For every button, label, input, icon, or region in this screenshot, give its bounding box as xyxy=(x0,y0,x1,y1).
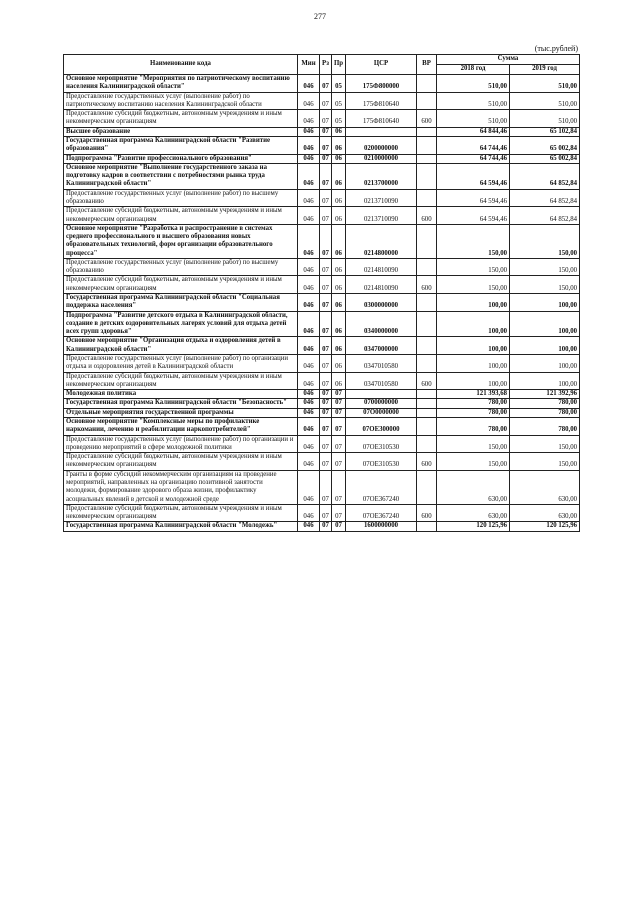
row-vr xyxy=(417,127,437,136)
row-min: 046 xyxy=(298,276,320,294)
row-name: Предоставление государственных услуг (выполнение работ) по патриотическому воспитанию населения Калининградской области xyxy=(64,92,298,110)
row-csr: 07ОЕ300000 xyxy=(346,417,417,435)
row-rz: 07 xyxy=(320,337,332,355)
row-pr: 06 xyxy=(332,258,346,276)
row-min: 046 xyxy=(298,470,320,504)
row-vr xyxy=(417,136,437,154)
row-vr xyxy=(417,92,437,110)
row-rz: 07 xyxy=(320,127,332,136)
row-pr: 07 xyxy=(332,390,346,399)
row-pr: 05 xyxy=(332,110,346,128)
row-rz: 07 xyxy=(320,163,332,189)
row-min: 046 xyxy=(298,127,320,136)
row-name: Основное мероприятие "Комплексные меры по профилактике наркомании, лечению и реабилитации наркопотребителей" xyxy=(64,417,298,435)
row-pr: 06 xyxy=(332,207,346,225)
table-row xyxy=(64,408,580,417)
row-min: 046 xyxy=(298,417,320,435)
row-csr: 175Ф800000 xyxy=(346,75,417,93)
row-rz: 07 xyxy=(320,408,332,417)
row-min: 046 xyxy=(298,408,320,417)
row-csr: 175Ф810640 xyxy=(346,110,417,128)
table-row xyxy=(64,189,580,207)
row-sum-2019: 65 102,84 xyxy=(510,127,580,136)
row-sum-2018: 150,00 xyxy=(437,453,510,471)
row-pr: 06 xyxy=(332,127,346,136)
row-name: Молодежная политика xyxy=(64,390,298,399)
row-name: Государственная программа Калининградской области "Социальная поддержка населения" xyxy=(64,294,298,312)
row-pr: 06 xyxy=(332,136,346,154)
row-sum-2019: 630,00 xyxy=(510,504,580,522)
row-pr: 07 xyxy=(332,408,346,417)
row-name: Государственная программа Калининградской области "Безопасность" xyxy=(64,399,298,408)
row-min: 046 xyxy=(298,207,320,225)
table-row xyxy=(64,390,580,399)
table-row xyxy=(64,337,580,355)
row-csr: 07ОЕ310530 xyxy=(346,435,417,453)
row-sum-2019: 150,00 xyxy=(510,276,580,294)
row-sum-2018: 100,00 xyxy=(437,337,510,355)
table-row xyxy=(64,311,580,337)
row-vr xyxy=(417,224,437,258)
row-pr: 07 xyxy=(332,453,346,471)
row-rz: 07 xyxy=(320,276,332,294)
table-row xyxy=(64,399,580,408)
row-pr: 06 xyxy=(332,311,346,337)
row-sum-2018: 100,00 xyxy=(437,294,510,312)
row-rz: 07 xyxy=(320,75,332,93)
row-min: 046 xyxy=(298,258,320,276)
row-rz: 07 xyxy=(320,355,332,373)
row-min: 046 xyxy=(298,372,320,390)
row-csr: 07О0000000 xyxy=(346,408,417,417)
row-csr: 0200000000 xyxy=(346,136,417,154)
row-vr: 600 xyxy=(417,504,437,522)
row-rz: 07 xyxy=(320,136,332,154)
row-min: 046 xyxy=(298,224,320,258)
row-sum-2018: 780,00 xyxy=(437,399,510,408)
row-sum-2018: 64 594,46 xyxy=(437,189,510,207)
row-sum-2018: 780,00 xyxy=(437,408,510,417)
row-sum-2019: 65 002,84 xyxy=(510,154,580,163)
row-sum-2019: 64 852,84 xyxy=(510,163,580,189)
row-sum-2019: 510,00 xyxy=(510,92,580,110)
row-name: Предоставление субсидий бюджетным, автономным учреждениям и иным некоммерческим организациям xyxy=(64,110,298,128)
header-min: Мин xyxy=(298,55,320,75)
row-rz: 07 xyxy=(320,258,332,276)
row-sum-2019: 150,00 xyxy=(510,224,580,258)
row-sum-2019: 100,00 xyxy=(510,337,580,355)
header-name: Наименование кода xyxy=(64,55,298,75)
row-rz: 07 xyxy=(320,453,332,471)
row-csr: 0347010580 xyxy=(346,372,417,390)
table-row xyxy=(64,417,580,435)
row-name: Основное мероприятие "Разработка и распространение в системах среднего профессионального и высшего образования новых образовательных технологий, форм организации образовательного процесса" xyxy=(64,224,298,258)
row-pr: 06 xyxy=(332,294,346,312)
table-row xyxy=(64,258,580,276)
row-csr: 07ОЕ367240 xyxy=(346,470,417,504)
row-vr xyxy=(417,390,437,399)
row-sum-2019: 65 002,84 xyxy=(510,136,580,154)
row-min: 046 xyxy=(298,435,320,453)
row-min: 046 xyxy=(298,136,320,154)
row-csr: 0347010580 xyxy=(346,355,417,373)
row-sum-2018: 120 125,96 xyxy=(437,522,510,531)
row-name: Предоставление государственных услуг (выполнение работ) по организации и проведению мероприятий в сфере молодежной политики xyxy=(64,435,298,453)
row-min: 046 xyxy=(298,154,320,163)
row-name: Предоставление субсидий бюджетным, автономным учреждениям и иным некоммерческим организациям xyxy=(64,453,298,471)
row-min: 046 xyxy=(298,75,320,93)
row-vr xyxy=(417,189,437,207)
row-sum-2018: 150,00 xyxy=(437,435,510,453)
row-pr: 05 xyxy=(332,92,346,110)
row-vr xyxy=(417,294,437,312)
table-row xyxy=(64,127,580,136)
budget-table xyxy=(63,54,580,532)
row-csr: 0300000000 xyxy=(346,294,417,312)
row-name: Предоставление государственных услуг (выполнение работ) по высшему образованию xyxy=(64,189,298,207)
row-name: Предоставление субсидий бюджетным, автономным учреждениям и иным некоммерческим организациям xyxy=(64,372,298,390)
row-vr xyxy=(417,408,437,417)
row-sum-2019: 100,00 xyxy=(510,294,580,312)
row-vr: 600 xyxy=(417,453,437,471)
row-sum-2018: 630,00 xyxy=(437,470,510,504)
row-sum-2018: 780,00 xyxy=(437,417,510,435)
row-min: 046 xyxy=(298,294,320,312)
row-sum-2018: 510,00 xyxy=(437,92,510,110)
row-pr: 06 xyxy=(332,224,346,258)
row-name: Предоставление государственных услуг (выполнение работ) по высшему образованию xyxy=(64,258,298,276)
row-min: 046 xyxy=(298,390,320,399)
row-sum-2019: 120 125,96 xyxy=(510,522,580,531)
table-row xyxy=(64,110,580,128)
table-row xyxy=(64,355,580,373)
row-vr xyxy=(417,399,437,408)
row-rz: 07 xyxy=(320,110,332,128)
header-2019: 2019 год xyxy=(510,65,580,75)
row-name: Высшее образование xyxy=(64,127,298,136)
table-row xyxy=(64,470,580,504)
row-csr xyxy=(346,127,417,136)
row-vr xyxy=(417,522,437,531)
row-pr: 07 xyxy=(332,435,346,453)
row-sum-2018: 121 393,68 xyxy=(437,390,510,399)
row-sum-2019: 150,00 xyxy=(510,453,580,471)
row-min: 046 xyxy=(298,504,320,522)
row-sum-2019: 780,00 xyxy=(510,417,580,435)
row-vr xyxy=(417,258,437,276)
row-rz: 07 xyxy=(320,207,332,225)
header-vr: ВР xyxy=(417,55,437,75)
row-vr xyxy=(417,470,437,504)
table-row xyxy=(64,276,580,294)
row-vr xyxy=(417,163,437,189)
row-sum-2018: 150,00 xyxy=(437,224,510,258)
row-min: 046 xyxy=(298,110,320,128)
row-min: 046 xyxy=(298,92,320,110)
table-row xyxy=(64,224,580,258)
row-name: Отдельные мероприятия государственной программы xyxy=(64,408,298,417)
row-pr: 07 xyxy=(332,504,346,522)
row-vr: 600 xyxy=(417,276,437,294)
row-rz: 07 xyxy=(320,504,332,522)
row-name: Предоставление государственных услуг (выполнение работ) по организации отдыха и оздоровления детей в Калининградской области xyxy=(64,355,298,373)
row-csr: 0700000000 xyxy=(346,399,417,408)
row-vr xyxy=(417,75,437,93)
row-name: Государственная программа Калининградской области "Молодежь" xyxy=(64,522,298,531)
row-sum-2019: 64 852,84 xyxy=(510,189,580,207)
header-2018: 2018 год xyxy=(437,65,510,75)
row-csr: 07ОЕ367240 xyxy=(346,504,417,522)
row-rz: 07 xyxy=(320,189,332,207)
header-rz: Рз xyxy=(320,55,332,75)
row-csr xyxy=(346,390,417,399)
row-csr: 0213700000 xyxy=(346,163,417,189)
row-pr: 07 xyxy=(332,417,346,435)
table-row xyxy=(64,504,580,522)
row-vr xyxy=(417,355,437,373)
table-row xyxy=(64,163,580,189)
row-name: Предоставление субсидий бюджетным, автономным учреждениям и иным некоммерческим организациям xyxy=(64,504,298,522)
row-sum-2018: 510,00 xyxy=(437,75,510,93)
row-sum-2018: 64 844,46 xyxy=(437,127,510,136)
row-rz: 07 xyxy=(320,372,332,390)
row-rz: 07 xyxy=(320,417,332,435)
row-sum-2018: 150,00 xyxy=(437,258,510,276)
row-csr: 0213710090 xyxy=(346,189,417,207)
row-min: 046 xyxy=(298,189,320,207)
row-rz: 07 xyxy=(320,224,332,258)
row-pr: 07 xyxy=(332,522,346,531)
row-sum-2018: 64 744,46 xyxy=(437,136,510,154)
row-min: 046 xyxy=(298,453,320,471)
row-rz: 07 xyxy=(320,435,332,453)
row-sum-2019: 780,00 xyxy=(510,399,580,408)
row-pr: 06 xyxy=(332,154,346,163)
row-vr: 600 xyxy=(417,207,437,225)
row-csr: 175Ф810640 xyxy=(346,92,417,110)
row-pr: 07 xyxy=(332,399,346,408)
row-pr: 06 xyxy=(332,337,346,355)
row-vr: 600 xyxy=(417,110,437,128)
row-vr xyxy=(417,417,437,435)
table-row xyxy=(64,92,580,110)
row-sum-2018: 64 744,46 xyxy=(437,154,510,163)
row-csr: 0347000000 xyxy=(346,337,417,355)
row-sum-2019: 630,00 xyxy=(510,470,580,504)
page-number: 277 xyxy=(314,12,326,21)
row-rz: 07 xyxy=(320,522,332,531)
row-sum-2018: 100,00 xyxy=(437,355,510,373)
row-sum-2019: 100,00 xyxy=(510,372,580,390)
row-sum-2019: 100,00 xyxy=(510,311,580,337)
row-rz: 07 xyxy=(320,390,332,399)
header-csr: ЦСР xyxy=(346,55,417,75)
row-sum-2018: 64 594,46 xyxy=(437,163,510,189)
table-row xyxy=(64,294,580,312)
row-name: Основное мероприятие "Организация отдыха и оздоровления детей в Калининградской области" xyxy=(64,337,298,355)
row-rz: 07 xyxy=(320,470,332,504)
row-csr: 0214800000 xyxy=(346,224,417,258)
table-row xyxy=(64,522,580,531)
row-csr: 07ОЕ310530 xyxy=(346,453,417,471)
row-sum-2019: 100,00 xyxy=(510,355,580,373)
row-min: 046 xyxy=(298,311,320,337)
row-vr xyxy=(417,435,437,453)
row-min: 046 xyxy=(298,355,320,373)
row-name: Предоставление субсидий бюджетным, автономным учреждениям и иным некоммерческим организациям xyxy=(64,276,298,294)
table-row xyxy=(64,154,580,163)
row-csr: 0210000000 xyxy=(346,154,417,163)
row-pr: 06 xyxy=(332,372,346,390)
row-sum-2018: 100,00 xyxy=(437,311,510,337)
row-sum-2019: 510,00 xyxy=(510,75,580,93)
row-pr: 05 xyxy=(332,75,346,93)
row-name: Гранты в форме субсидий некоммерческим организациям на проведение мероприятий, направленных на организацию позитивной занятости молодежи, формирование здорового образа жизни, профилактику асоциальных явлений в детской и молодежной среде xyxy=(64,470,298,504)
row-pr: 06 xyxy=(332,163,346,189)
row-sum-2019: 510,00 xyxy=(510,110,580,128)
row-sum-2018: 100,00 xyxy=(437,372,510,390)
row-name: Подпрограмма "Развитие детского отдыха в Калининградской области, создание в детских оздоровительных лагерях условий для отдыха детей всех групп здоровья" xyxy=(64,311,298,337)
row-sum-2018: 150,00 xyxy=(437,276,510,294)
row-name: Основное мероприятие "Выполнение государственного заказа на подготовку кадров в соответствии с потребностями рынка труда Калининградской области" xyxy=(64,163,298,189)
table-row xyxy=(64,372,580,390)
row-rz: 07 xyxy=(320,294,332,312)
header-pr: Пр xyxy=(332,55,346,75)
row-name: Подпрограмма "Развитие профессионального образования" xyxy=(64,154,298,163)
row-sum-2018: 64 594,46 xyxy=(437,207,510,225)
table-row xyxy=(64,435,580,453)
row-vr xyxy=(417,154,437,163)
row-sum-2019: 150,00 xyxy=(510,258,580,276)
row-csr: 1600000000 xyxy=(346,522,417,531)
row-name: Предоставление субсидий бюджетным, автономным учреждениям и иным некоммерческим организациям xyxy=(64,207,298,225)
row-sum-2019: 121 392,96 xyxy=(510,390,580,399)
row-sum-2018: 630,00 xyxy=(437,504,510,522)
row-sum-2018: 510,00 xyxy=(437,110,510,128)
row-vr xyxy=(417,311,437,337)
row-vr xyxy=(417,337,437,355)
row-sum-2019: 64 852,84 xyxy=(510,207,580,225)
row-rz: 07 xyxy=(320,399,332,408)
row-rz: 07 xyxy=(320,154,332,163)
row-sum-2019: 150,00 xyxy=(510,435,580,453)
row-min: 046 xyxy=(298,522,320,531)
units-note: (тыс.рублей) xyxy=(534,44,578,53)
row-csr: 0213710090 xyxy=(346,207,417,225)
row-pr: 06 xyxy=(332,355,346,373)
header-sum: Сумма xyxy=(437,55,580,65)
table-row xyxy=(64,207,580,225)
row-pr: 07 xyxy=(332,470,346,504)
row-pr: 06 xyxy=(332,276,346,294)
row-csr: 0214810090 xyxy=(346,276,417,294)
row-pr: 06 xyxy=(332,189,346,207)
row-min: 046 xyxy=(298,163,320,189)
row-min: 046 xyxy=(298,399,320,408)
table-row xyxy=(64,136,580,154)
row-min: 046 xyxy=(298,337,320,355)
row-rz: 07 xyxy=(320,92,332,110)
table-row xyxy=(64,453,580,471)
row-csr: 0340000000 xyxy=(346,311,417,337)
row-rz: 07 xyxy=(320,311,332,337)
row-name: Основное мероприятие "Мероприятия по патриотическому воспитанию населения Калининградской области" xyxy=(64,75,298,93)
row-name: Государственная программа Калининградской области "Развитие образования" xyxy=(64,136,298,154)
row-vr: 600 xyxy=(417,372,437,390)
row-sum-2019: 780,00 xyxy=(510,408,580,417)
row-csr: 0214810090 xyxy=(346,258,417,276)
table-row xyxy=(64,75,580,93)
